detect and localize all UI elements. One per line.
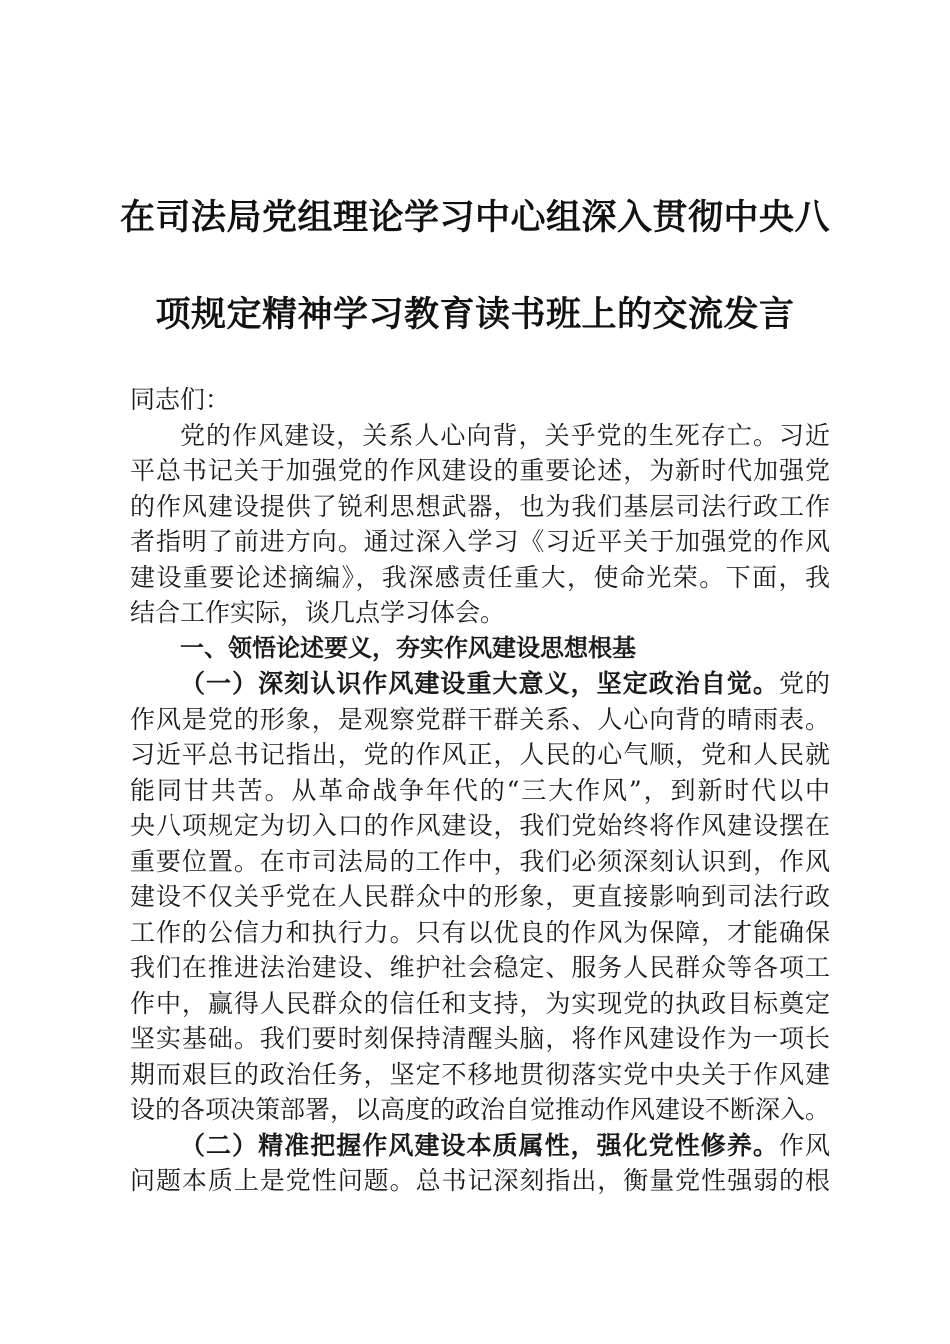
- paragraph-line: 党的作风建设，关系人心向背，关乎党的生死存亡。习近: [180, 420, 830, 450]
- paragraph-line: 习近平总书记指出，党的作风正，人民的心气顺，党和人民就: [130, 740, 830, 769]
- paragraph-line: 央八项规定为切入口的作风建设，我们党始终将作风建设摆在: [130, 811, 830, 840]
- subsection-2-paragraph: [130, 1128, 830, 1199]
- paragraph-line: 坚实基础。我们要时刻保持清醒头脑，将作风建设作为一项长: [130, 1024, 830, 1053]
- subsection-1-paragraph: [130, 666, 830, 1128]
- paragraph-line: 作风是党的形象，是观察党群干群关系、人心向背的晴雨表。: [130, 704, 830, 734]
- paragraph-line: 平总书记关于加强党的作风建设的重要论述，为新时代加强党: [130, 456, 830, 485]
- paragraph-line: 我们在推进法治建设、维护社会稳定、服务人民群众等各项工: [130, 953, 830, 982]
- paragraph-line: 者指明了前进方向。通过深入学习《习近平关于加强党的作风: [130, 527, 830, 556]
- subsection-1-label: （一）深刻认识作风建设重大意义，坚定政治自觉。: [180, 669, 779, 698]
- document-body: [130, 382, 830, 1199]
- section-heading: 一、领悟论述要义，夯实作风建设思想根基: [180, 633, 636, 662]
- paragraph-line: 问题本质上是党性问题。总书记深刻指出，衡量党性强弱的根: [130, 1166, 830, 1195]
- subsection-1-first-line: [130, 666, 830, 702]
- subsection-2-tail: 作风: [778, 1130, 830, 1160]
- paragraph-line: 期而艰巨的政治任务，坚定不移地贯彻落实党中央关于作风建: [130, 1059, 830, 1089]
- paragraph-line: 重要位置。在市司法局的工作中，我们必须深刻认识到，作风: [130, 846, 830, 876]
- subsection-1-tail: 党的: [778, 669, 830, 698]
- paragraph-line: 结合工作实际，谈几点学习体会。: [130, 598, 506, 627]
- document-title-line-1: 在司法局党组理论学习中心组深入贯彻中央八: [119, 198, 830, 238]
- paragraph-line: 能同甘共苦。从革命战争年代的“三大作风”，到新时代以中: [130, 775, 830, 805]
- document-title-line-2: 项规定精神学习教育读书班上的交流发言: [155, 295, 795, 335]
- paragraph-line: 作中，赢得人民群众的信任和支持，为实现党的执政目标奠定: [130, 988, 830, 1018]
- subsection-2-first-line: [130, 1128, 830, 1164]
- paragraph-line: 工作的公信力和执行力。只有以优良的作风为保障，才能确保: [130, 917, 830, 947]
- subsection-2-label: （二）精准把握作风建设本质属性，强化党性修养。: [180, 1130, 779, 1160]
- intro-paragraph: [130, 418, 830, 631]
- paragraph-line: 建设不仅关乎党在人民群众中的形象，更直接影响到司法行政: [130, 882, 830, 911]
- paragraph-line: 设的各项决策部署，以高度的政治自觉推动作风建设不断深入。: [130, 1095, 830, 1124]
- paragraph-line: 的作风建设提供了锐利思想武器，也为我们基层司法行政工作: [130, 491, 830, 521]
- paragraph-line: 建设重要论述摘编》，我深感责任重大，使命光荣。下面，我: [130, 562, 830, 592]
- salutation: 同志们：: [130, 385, 231, 414]
